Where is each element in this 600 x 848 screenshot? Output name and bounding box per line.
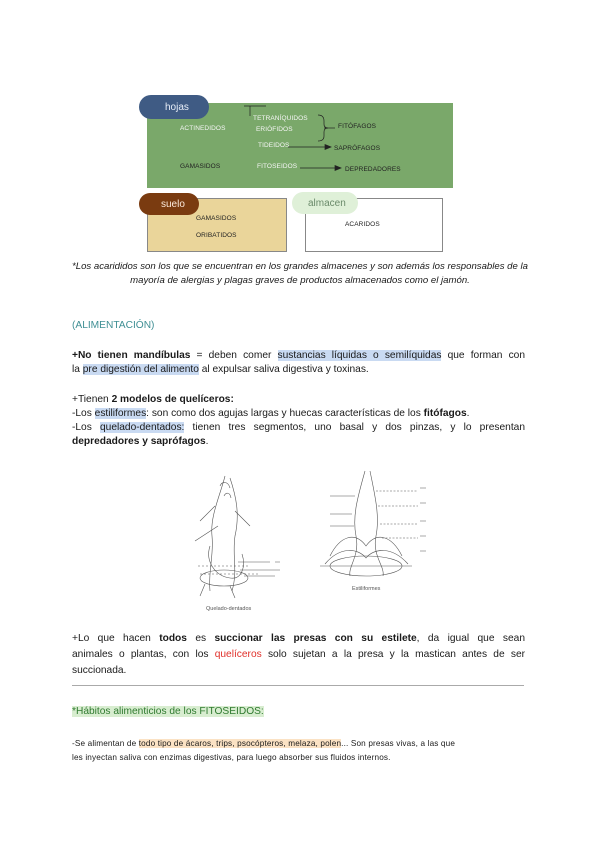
p3-l2: animales o plantas, con los bbox=[72, 649, 215, 660]
p2-l2a: -Los bbox=[72, 422, 100, 433]
p3-t3: , da igual que sean bbox=[416, 633, 525, 644]
p2-l1b: : son como dos agujas largas y huecas características de los bbox=[146, 408, 424, 419]
p3-queliceros: quelíceros bbox=[214, 649, 262, 660]
p1-highlight2: pre digestión del alimento bbox=[82, 364, 199, 375]
p2-l2b: tienen tres segmentos, uno basal y dos pinzas, y lo presentan bbox=[184, 422, 525, 433]
depredadores-label: DEPREDADORES bbox=[345, 166, 401, 173]
horizontal-divider bbox=[72, 685, 524, 686]
p1-highlight1: sustancias líquidas o semilíquidas bbox=[277, 350, 442, 361]
p2-fitofagos: fitófagos bbox=[423, 408, 467, 419]
eriofidos-label: ERIÓFIDOS bbox=[256, 126, 293, 133]
habitos-heading-text: *Hábitos alimenticios de los FITOSEIDOS: bbox=[72, 706, 264, 717]
arrow-saprofagos bbox=[288, 145, 331, 150]
p2-line1 bbox=[72, 393, 234, 408]
saprofagos-label: SAPRÓFAGOS bbox=[334, 145, 381, 152]
fitoseidos-label: FITOSEIDOS bbox=[257, 163, 298, 170]
p1-t4: al expulsar saliva digestiva y toxinas. bbox=[198, 364, 369, 375]
alimentacion-heading: (ALIMENTACIÓN) bbox=[72, 320, 155, 331]
chelicerae-figure bbox=[180, 466, 440, 616]
quelado-caption: Quelado-dentados bbox=[206, 606, 252, 612]
p2-bold1: 2 modelos de quelíceros: bbox=[111, 394, 234, 405]
p1-line1 bbox=[72, 349, 525, 364]
p3-line1 bbox=[72, 632, 525, 647]
almacen-label: almacen bbox=[292, 192, 358, 214]
p1-bold: +No tienen mandíbulas bbox=[72, 350, 191, 361]
p3-todos: todos bbox=[159, 633, 187, 644]
suelo-label: suelo bbox=[139, 193, 199, 215]
p1-t2: que forman con bbox=[441, 350, 525, 361]
gamasidos-label: GAMASIDOS bbox=[180, 163, 221, 170]
p1-line2 bbox=[72, 363, 369, 378]
tetranychidos-brace bbox=[244, 106, 266, 116]
p2-t1: +Tienen bbox=[72, 394, 112, 405]
fitofagos-brace bbox=[318, 115, 335, 141]
p4-highlight: todo tipo de ácaros, trips, psocópteros, melaza, polen bbox=[138, 739, 342, 748]
p3-succionar: succionar las presas con su estilete bbox=[214, 633, 417, 644]
p4-line2: les inyectan saliva con enzimas digestivas, para luego absorber sus fluidos internos. bbox=[72, 753, 391, 762]
p2-line4 bbox=[72, 435, 208, 450]
p2-l1a: -Los bbox=[72, 408, 95, 419]
quelado-dentados-drawing bbox=[195, 476, 280, 598]
arrow-depredadores bbox=[300, 166, 341, 171]
p1-t1: = deben comer bbox=[190, 350, 278, 361]
p1-t3: la bbox=[72, 364, 83, 375]
p3-t2: es bbox=[186, 633, 215, 644]
suelo-oribatidos-label: ORIBATIDOS bbox=[196, 232, 237, 239]
habitos-heading bbox=[72, 705, 264, 720]
p4-t2: ... Son presas vivas, a las que bbox=[341, 739, 456, 748]
p3-line3: succionada. bbox=[72, 665, 127, 676]
p3-t1: +Lo que hacen bbox=[72, 633, 160, 644]
p2-line2 bbox=[72, 407, 470, 422]
p4-t1: -Se alimentan de bbox=[72, 739, 139, 748]
tetranychidos-label: TETRANÍQUIDOS bbox=[253, 115, 308, 122]
p2-l1c: . bbox=[466, 408, 470, 419]
p2-line3 bbox=[72, 421, 525, 436]
p2-quelado: quelado-dentados: bbox=[99, 422, 185, 433]
suelo-gamasidos-label: GAMASIDOS bbox=[196, 215, 237, 222]
p3-l2b: solo sujetan a la presa y la mastican antes de ser bbox=[261, 649, 526, 660]
p2-l3c: . bbox=[205, 436, 209, 447]
diagram-caption: *Los acarididos son los que se encuentran en los grandes almacenes y son además los responsables de la mayoría de alergias y plagas graves de productos almacenados como el jamón. bbox=[72, 261, 528, 286]
hojas-label: hojas bbox=[139, 95, 209, 119]
estiliformes-caption: Estiliformes bbox=[352, 586, 381, 592]
p4-line1 bbox=[72, 737, 455, 751]
p3-line2 bbox=[72, 648, 525, 663]
p2-estiliformes: estiliformes bbox=[94, 408, 147, 419]
diagram-connectors bbox=[0, 0, 600, 260]
acaridos-label: ACARIDOS bbox=[345, 221, 380, 228]
estiliformes-drawing bbox=[320, 471, 426, 576]
actinedidos-label: ACTINEDIDOS bbox=[180, 125, 226, 132]
tideidos-label: TIDEIDOS bbox=[258, 142, 290, 149]
p2-l3bold: depredadores y saprófagos bbox=[72, 436, 206, 447]
fitofagos-label: FITÓFAGOS bbox=[338, 123, 377, 130]
